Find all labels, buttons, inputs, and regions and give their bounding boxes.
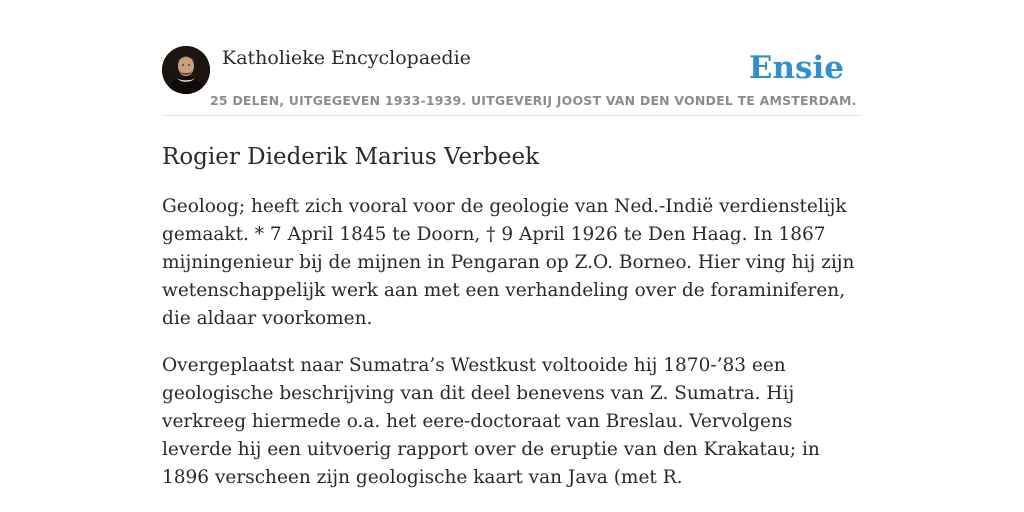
- ensie-logo-link[interactable]: Ensie: [748, 50, 844, 86]
- entry-title: Rogier Diederik Marius Verbeek: [162, 144, 540, 170]
- portrait-avatar-graphic: [162, 46, 210, 94]
- entry-paragraph-2: Overgeplaatst naar Sumatra’s Westkust voltooide hij 1870-’83 een geologische beschrijving van dit deel benevens van Z. Sumatra. Hij verkreeg hiermede o.a. het eere-doctoraat van Breslau. Vervolgens leverde hij een uitvoerig rapport over de eruptie van den Krakatau; in 1896 verscheen zijn geologische kaart van Java (met R.: [162, 355, 820, 488]
- page: [162, 0, 862, 512]
- source-title[interactable]: Katholieke Encyclopaedie: [222, 47, 471, 69]
- source-header: [162, 0, 862, 116]
- portrait-avatar-icon[interactable]: [162, 46, 210, 94]
- entry-paragraph-1: Geoloog; heeft zich vooral voor de geologie van Ned.-Indië verdienstelijk gemaakt. * 7 April 1845 te Doorn, † 9 April 1926 te Den Haag. In 1867 mijningenieur bij de mijnen in Pengaran op Z.O. Borneo. Hier ving hij zijn wetenschappelijk werk aan met een verhandeling over de foraminiferen, die aldaar voorkomen.: [162, 196, 855, 329]
- source-subtitle: 25 DELEN, UITGEGEVEN 1933-1939. UITGEVERIJ JOOST VAN DEN VONDEL TE AMSTERDAM.: [210, 93, 857, 108]
- entry-body: [162, 193, 862, 492]
